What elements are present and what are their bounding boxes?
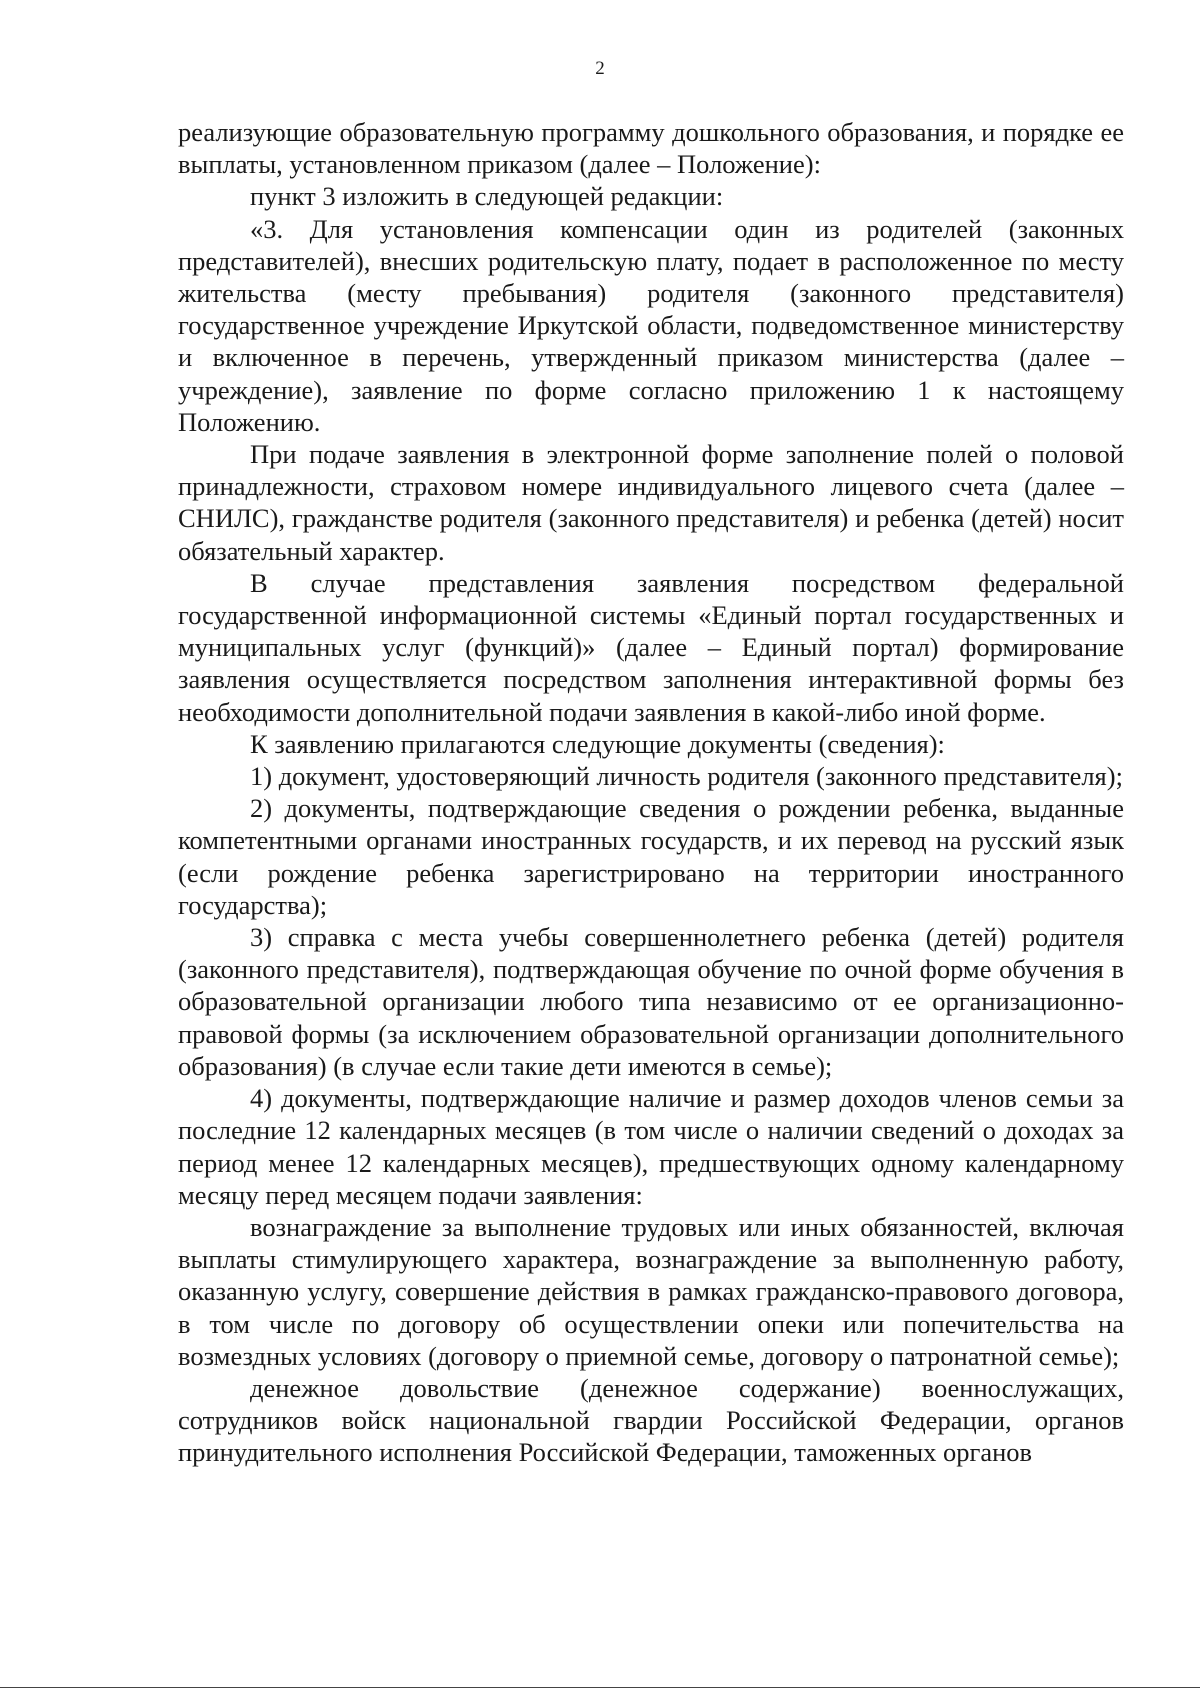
list-item: 3) справка с места учебы совершеннолетнего ребенка (детей) родителя (законного представителя), подтверждающая обучение по очной форме обучения в образовательной организации любого типа независимо от ее организационно-правовой формы (за исключением образовательной организации дополнительного образования) (в случае если такие дети имеются в семье); [178, 922, 1124, 1081]
paragraph: В случае представления заявления посредством федеральной государственной информационной системы «Единый портал государственных и муниципальных услуг (функций)» (далее – Единый портал) формирование заявления осуществляется посредством заполнения интерактивной формы без необходимости дополнительной подачи заявления в какой-либо иной форме. [178, 567, 1124, 727]
paragraph: денежное довольствие (денежное содержание) военнослужащих, сотрудников войск национальной гвардии Российской Федерации, органов принудительного исполнения Российской Федерации, таможенных органов [178, 1372, 1124, 1468]
paragraph: реализующие образовательную программу дошкольного образования, и порядке ее выплаты, установленном приказом (далее – Положение): [178, 117, 1124, 180]
paragraph: При подаче заявления в электронной форме заполнение полей о половой принадлежности, страховом номере индивидуального лицевого счета (далее – СНИЛС), гражданстве родителя (законного представителя) и ребенка (детей) носит обязательный характер. [178, 439, 1124, 566]
list-item: 4) документы, подтверждающие наличие и размер доходов членов семьи за последние 12 календарных месяцев (в том числе о наличии сведений о доходах за период менее 12 календарных месяцев), предшествующих одному календарному месяцу перед месяцем подачи заявления: [178, 1083, 1124, 1210]
page-bottom-edge [0, 1687, 1200, 1688]
list-item: 1) документ, удостоверяющий личность родителя (законного представителя); [250, 761, 1123, 792]
paragraph: «3. Для установления компенсации один из родителей (законных представителей), внесших родительскую плату, подает в расположенное по месту жительства (месту пребывания) родителя (законного представителя) государственное учреждение Иркутской области, подведомственное министерству и включенное в перечень, утвержденный приказом министерства (далее – учреждение), заявление по форме согласно приложению 1 к настоящему Положению. [178, 213, 1124, 437]
list-item: 2) документы, подтверждающие сведения о рождении ребенка, выданные компетентными органами иностранных государств, и их перевод на русский язык (если рождение ребенка зарегистрировано на территории иностранного государства); [178, 793, 1124, 920]
paragraph: вознаграждение за выполнение трудовых или иных обязанностей, включая выплаты стимулирующего характера, вознаграждение за выполненную работу, оказанную услугу, совершение действия в рамках гражданско-правового договора, в том числе по договору об осуществлении опеки или попечительства на возмездных условиях (договору о приемной семье, договору о патронатной семье); [178, 1211, 1124, 1371]
document-body [178, 116, 1124, 1469]
paragraph: пункт 3 изложить в следующей редакции: [250, 181, 724, 212]
page-number: 2 [595, 58, 605, 79]
paragraph: К заявлению прилагаются следующие документы (сведения): [250, 728, 945, 759]
